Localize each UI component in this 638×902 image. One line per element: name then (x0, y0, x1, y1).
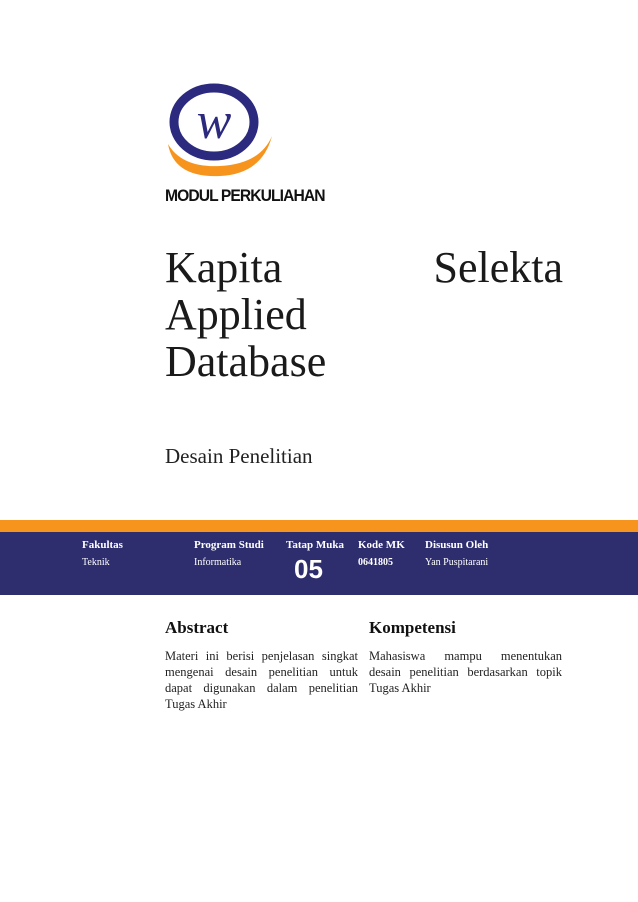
orange-stripe (0, 520, 638, 532)
info-value-program-studi: Informatika (194, 557, 242, 568)
info-header-kode-mk: Kode MK (358, 539, 405, 551)
abstract-text: Materi ini berisi penjelasan singkat mengenai desain penelitian untuk dapat digunakan dalam penelitian Tugas Akhir (165, 649, 358, 711)
info-header-disusun-oleh: Disusun Oleh (425, 539, 489, 551)
info-header-tatap-muka: Tatap Muka (286, 539, 344, 551)
info-header-fakultas: Fakultas (82, 539, 123, 551)
module-subtitle: Desain Penelitian (165, 444, 313, 468)
title-line-2: Applied (165, 290, 307, 339)
module-label: MODUL PERKULIAHAN (165, 186, 325, 205)
info-value-tatap-muka: 05 (294, 554, 323, 584)
title-line-1 (165, 244, 563, 291)
info-value-kode-mk: 0641805 (358, 557, 393, 568)
kompetensi-text: Mahasiswa mampu menentukan desain penelitian berdasarkan topik Tugas Akhir (369, 649, 562, 695)
logo-letter: w (196, 93, 232, 150)
course-title (165, 244, 563, 385)
info-band (0, 532, 638, 595)
title-line-3: Database (165, 337, 327, 386)
info-value-fakultas: Teknik (82, 557, 110, 568)
info-header-program-studi: Program Studi (194, 539, 264, 551)
title-word-selekta: Selekta (433, 243, 563, 292)
kompetensi-title: Kompetensi (369, 618, 456, 637)
title-word-kapita: Kapita (165, 243, 283, 292)
logo-emblem-icon (164, 80, 274, 180)
university-logo (164, 80, 274, 180)
abstract-title: Abstract (165, 618, 229, 637)
info-value-disusun-oleh: Yan Puspitarani (425, 557, 489, 568)
